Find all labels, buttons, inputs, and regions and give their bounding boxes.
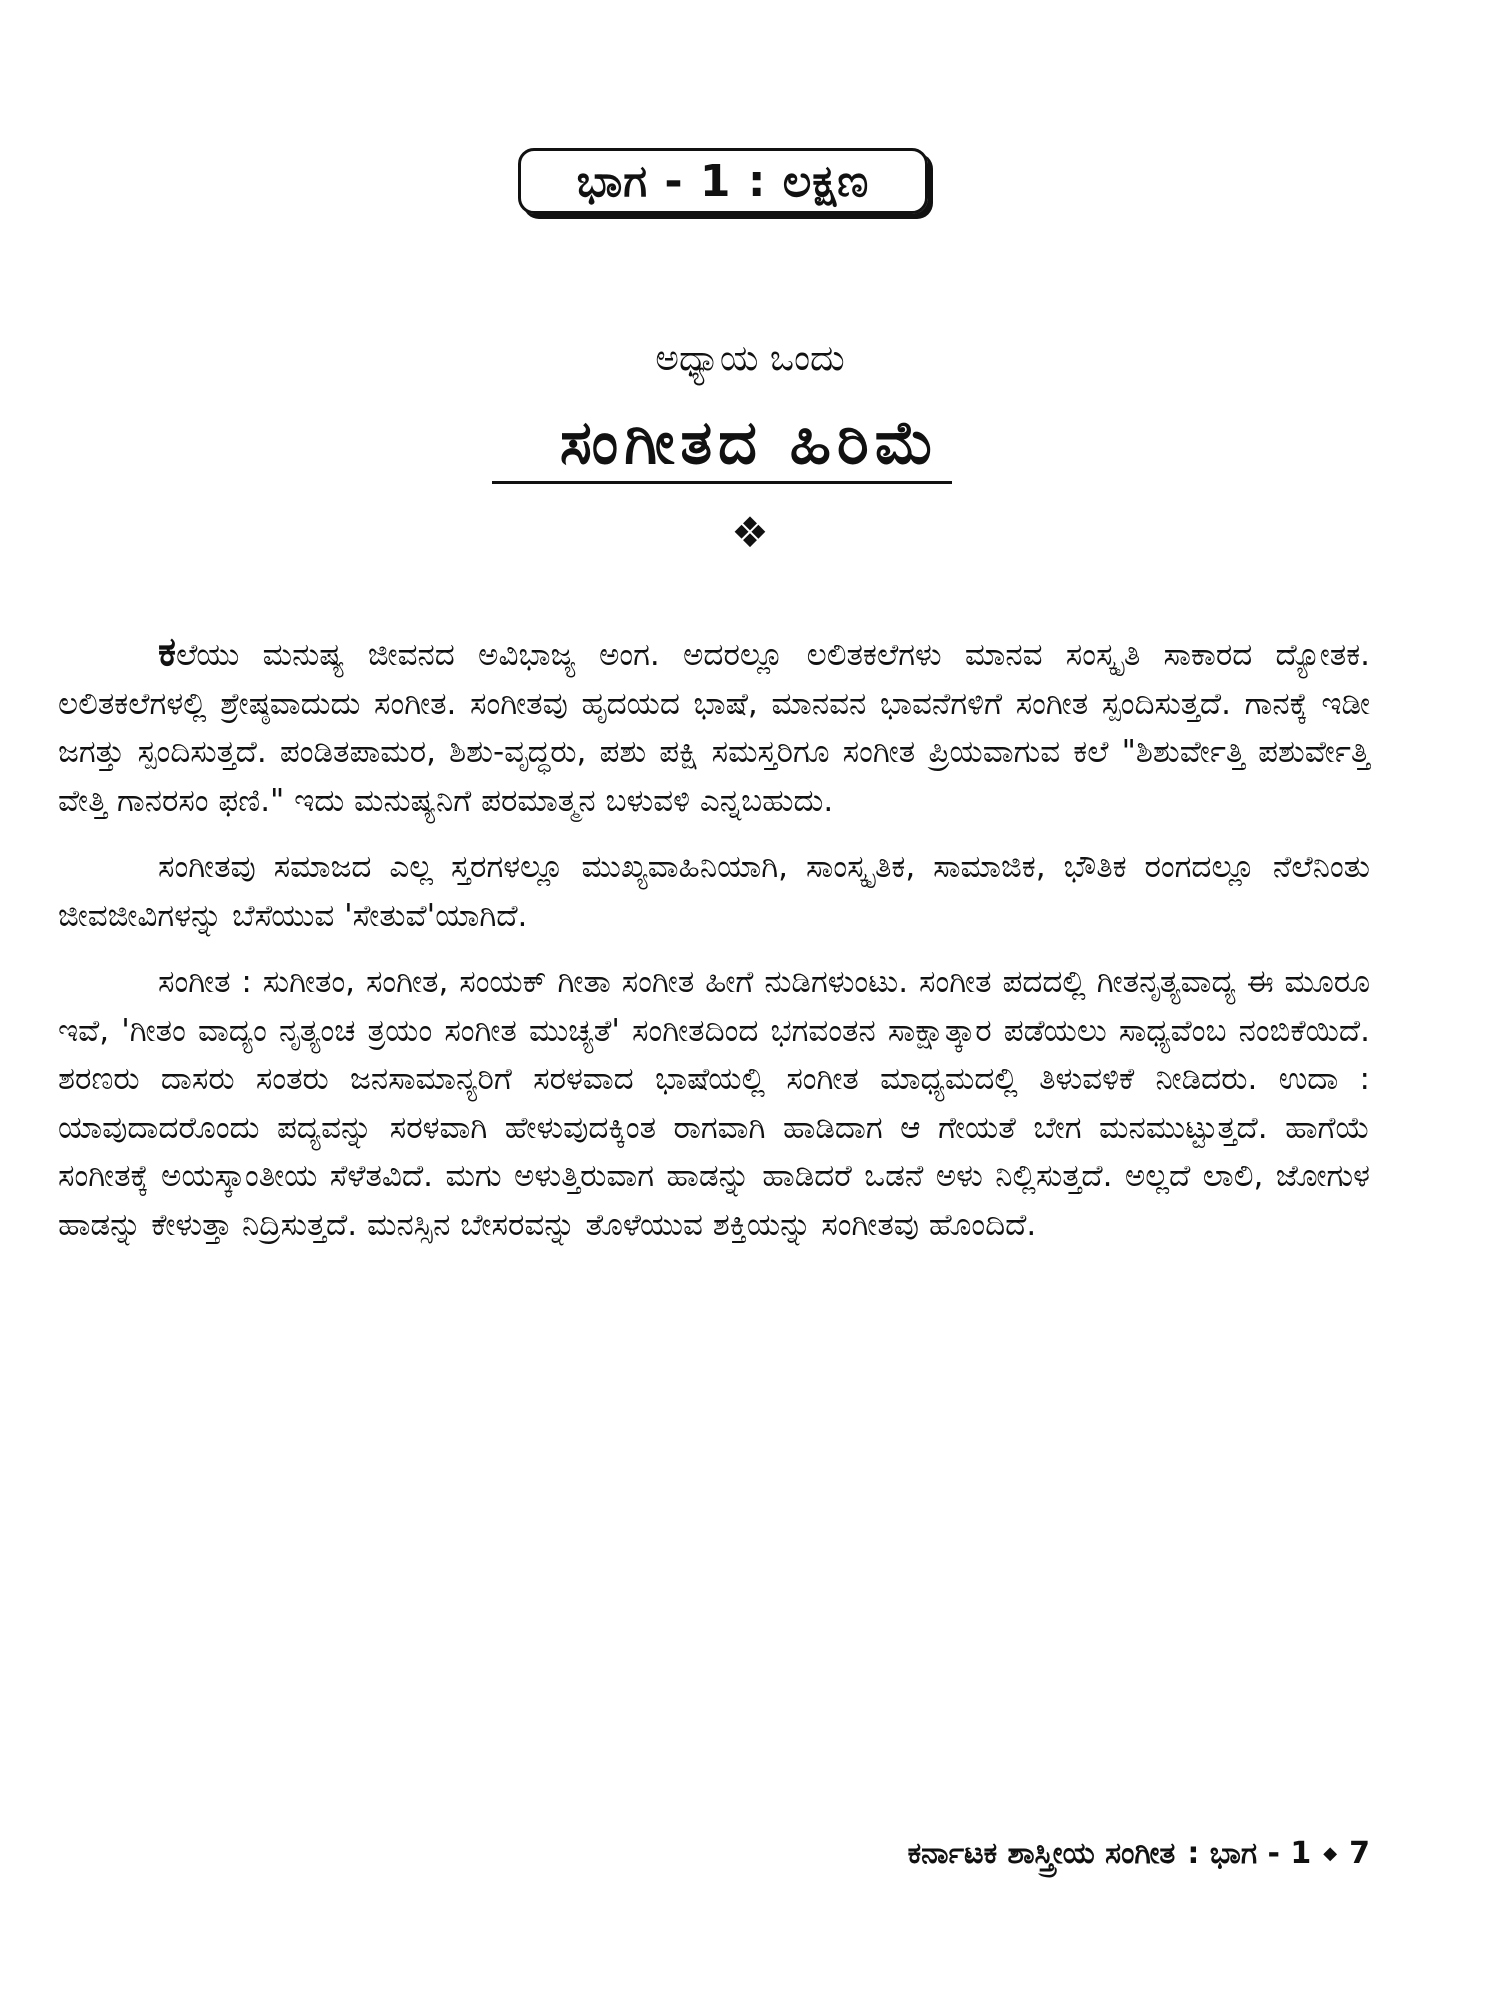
footer-book-title: ಕರ್ನಾಟಕ ಶಾಸ್ತ್ರೀಯ ಸಂಗೀತ [907,1836,1176,1871]
part-heading-box [518,148,928,214]
body-text [58,628,1370,1267]
chapter-label: ಅಧ್ಯಾಯ ಒಂದು [655,338,845,379]
part-heading: ಭಾಗ - 1 : ಲಕ್ಷಣ [576,155,870,207]
paragraph-1-text: ಲೆಯು ಮನುಷ್ಯ ಜೀವನದ ಅವಿಭಾಜ್ಯ ಅಂಗ. ಅದರಲ್ಲೂ ಲಲಿತಕಲೆಗಳು ಮಾನವ ಸಂಸ್ಕೃತಿ ಸಾಕಾರದ ದ್ಯೋತಕ. ಲಲಿತಕಲೆಗಳಲ್ಲಿ ಶ್ರೇಷ್ಠವಾದುದು ಸಂಗೀತ. ಸಂಗೀತವು ಹೃದಯದ ಭಾಷೆ, ಮಾನವನ ಭಾವನೆಗಳಿಗೆ ಸಂಗೀತ ಸ್ಪಂದಿಸುತ್ತದೆ. ಗಾನಕ್ಕೆ ಇಡೀ ಜಗತ್ತು ಸ್ಪಂದಿಸುತ್ತದೆ. ಪಂಡಿತಪಾಮರ, ಶಿಶು-ವೃದ್ಧರು, ಪಶು ಪಕ್ಷಿ ಸಮಸ್ತರಿಗೂ ಸಂಗೀತ ಪ್ರಿಯವಾಗುವ ಕಲೆ "ಶಿಶುರ್ವೇತ್ತಿ ಪಶುರ್ವೇತ್ತಿ ವೇತ್ತಿ ಗಾನರಸಂ ಫಣಿ." ಇದು ಮನುಷ್ಯನಿಗೆ ಪರಮಾತ್ಮನ ಬಳುವಳಿ ಎನ್ನಬಹುದು. [58,637,1370,819]
title-underline [492,481,952,484]
paragraph-2: ಸಂಗೀತವು ಸಮಾಜದ ಎಲ್ಲ ಸ್ತರಗಳಲ್ಲೂ ಮುಖ್ಯವಾಹಿನಿಯಾಗಿ, ಸಾಂಸ್ಕೃತಿಕ, ಸಾಮಾಜಿಕ, ಭೌತಿಕ ರಂಗದಲ್ಲೂ ನೆಲೆನಿಂತು ಜೀವಜೀವಿಗಳನ್ನು ಬೆಸೆಯುವ 'ಸೇತುವೆ'ಯಾಗಿದೆ. [58,849,1370,934]
page-number: 7 [1349,1836,1370,1871]
ornament-icon: ❖ [731,508,769,557]
page-footer [908,1836,1370,1871]
paragraph-1 [58,628,1370,825]
footer-part: : ಭಾಗ - 1 [1187,1836,1312,1871]
chapter-title: ಸಂಗೀತದ ಹಿರಿಮೆ [559,408,941,478]
footer-separator-icon: ◆ [1323,1843,1338,1864]
drop-cap: ಕ [158,629,176,675]
paragraph-3: ಸಂಗೀತ : ಸುಗೀತಂ, ಸಂಗೀತ, ಸಂಯಕ್ ಗೀತಾ ಸಂಗೀತ ಹೀಗೆ ನುಡಿಗಳುಂಟು. ಸಂಗೀತ ಪದದಲ್ಲಿ ಗೀತನೃತ್ಯವಾದ್ಯ ಈ ಮೂರೂ ಇವೆ, 'ಗೀತಂ ವಾದ್ಯಂ ನೃತ್ಯಂಚ ತ್ರಯಂ ಸಂಗೀತ ಮುಚ್ಯತೆ' ಸಂಗೀತದಿಂದ ಭಗವಂತನ ಸಾಕ್ಷಾತ್ಕಾರ ಪಡೆಯಲು ಸಾಧ್ಯವೆಂಬ ನಂಬಿಕೆಯಿದೆ. ಶರಣರು ದಾಸರು ಸಂತರು ಜನಸಾಮಾನ್ಯರಿಗೆ ಸರಳವಾದ ಭಾಷೆಯಲ್ಲಿ ಸಂಗೀತ ಮಾಧ್ಯಮದಲ್ಲಿ ತಿಳುವಳಿಕೆ ನೀಡಿದರು. ಉದಾ : ಯಾವುದಾದರೊಂದು ಪದ್ಯವನ್ನು ಸರಳವಾಗಿ ಹೇಳುವುದಕ್ಕಿಂತ ರಾಗವಾಗಿ ಹಾಡಿದಾಗ ಆ ಗೇಯತೆ ಬೇಗ ಮನಮುಟ್ಟುತ್ತದೆ. ಹಾಗೆಯೆ ಸಂಗೀತಕ್ಕೆ ಅಯಸ್ಕಾಂತೀಯ ಸೆಳೆತವಿದೆ. ಮಗು ಅಳುತ್ತಿರುವಾಗ ಹಾಡನ್ನು ಹಾಡಿದರೆ ಒಡನೆ ಅಳು ನಿಲ್ಲಿಸುತ್ತದೆ. ಅಲ್ಲದೆ ಲಾಲಿ, ಜೋಗುಳ ಹಾಡನ್ನು ಕೇಳುತ್ತಾ ನಿದ್ರಿಸುತ್ತದೆ. ಮನಸ್ಸಿನ ಬೇಸರವನ್ನು ತೊಳೆಯುವ ಶಕ್ತಿಯನ್ನು ಸಂಗೀತವು ಹೊಂದಿದೆ. [58,964,1370,1243]
